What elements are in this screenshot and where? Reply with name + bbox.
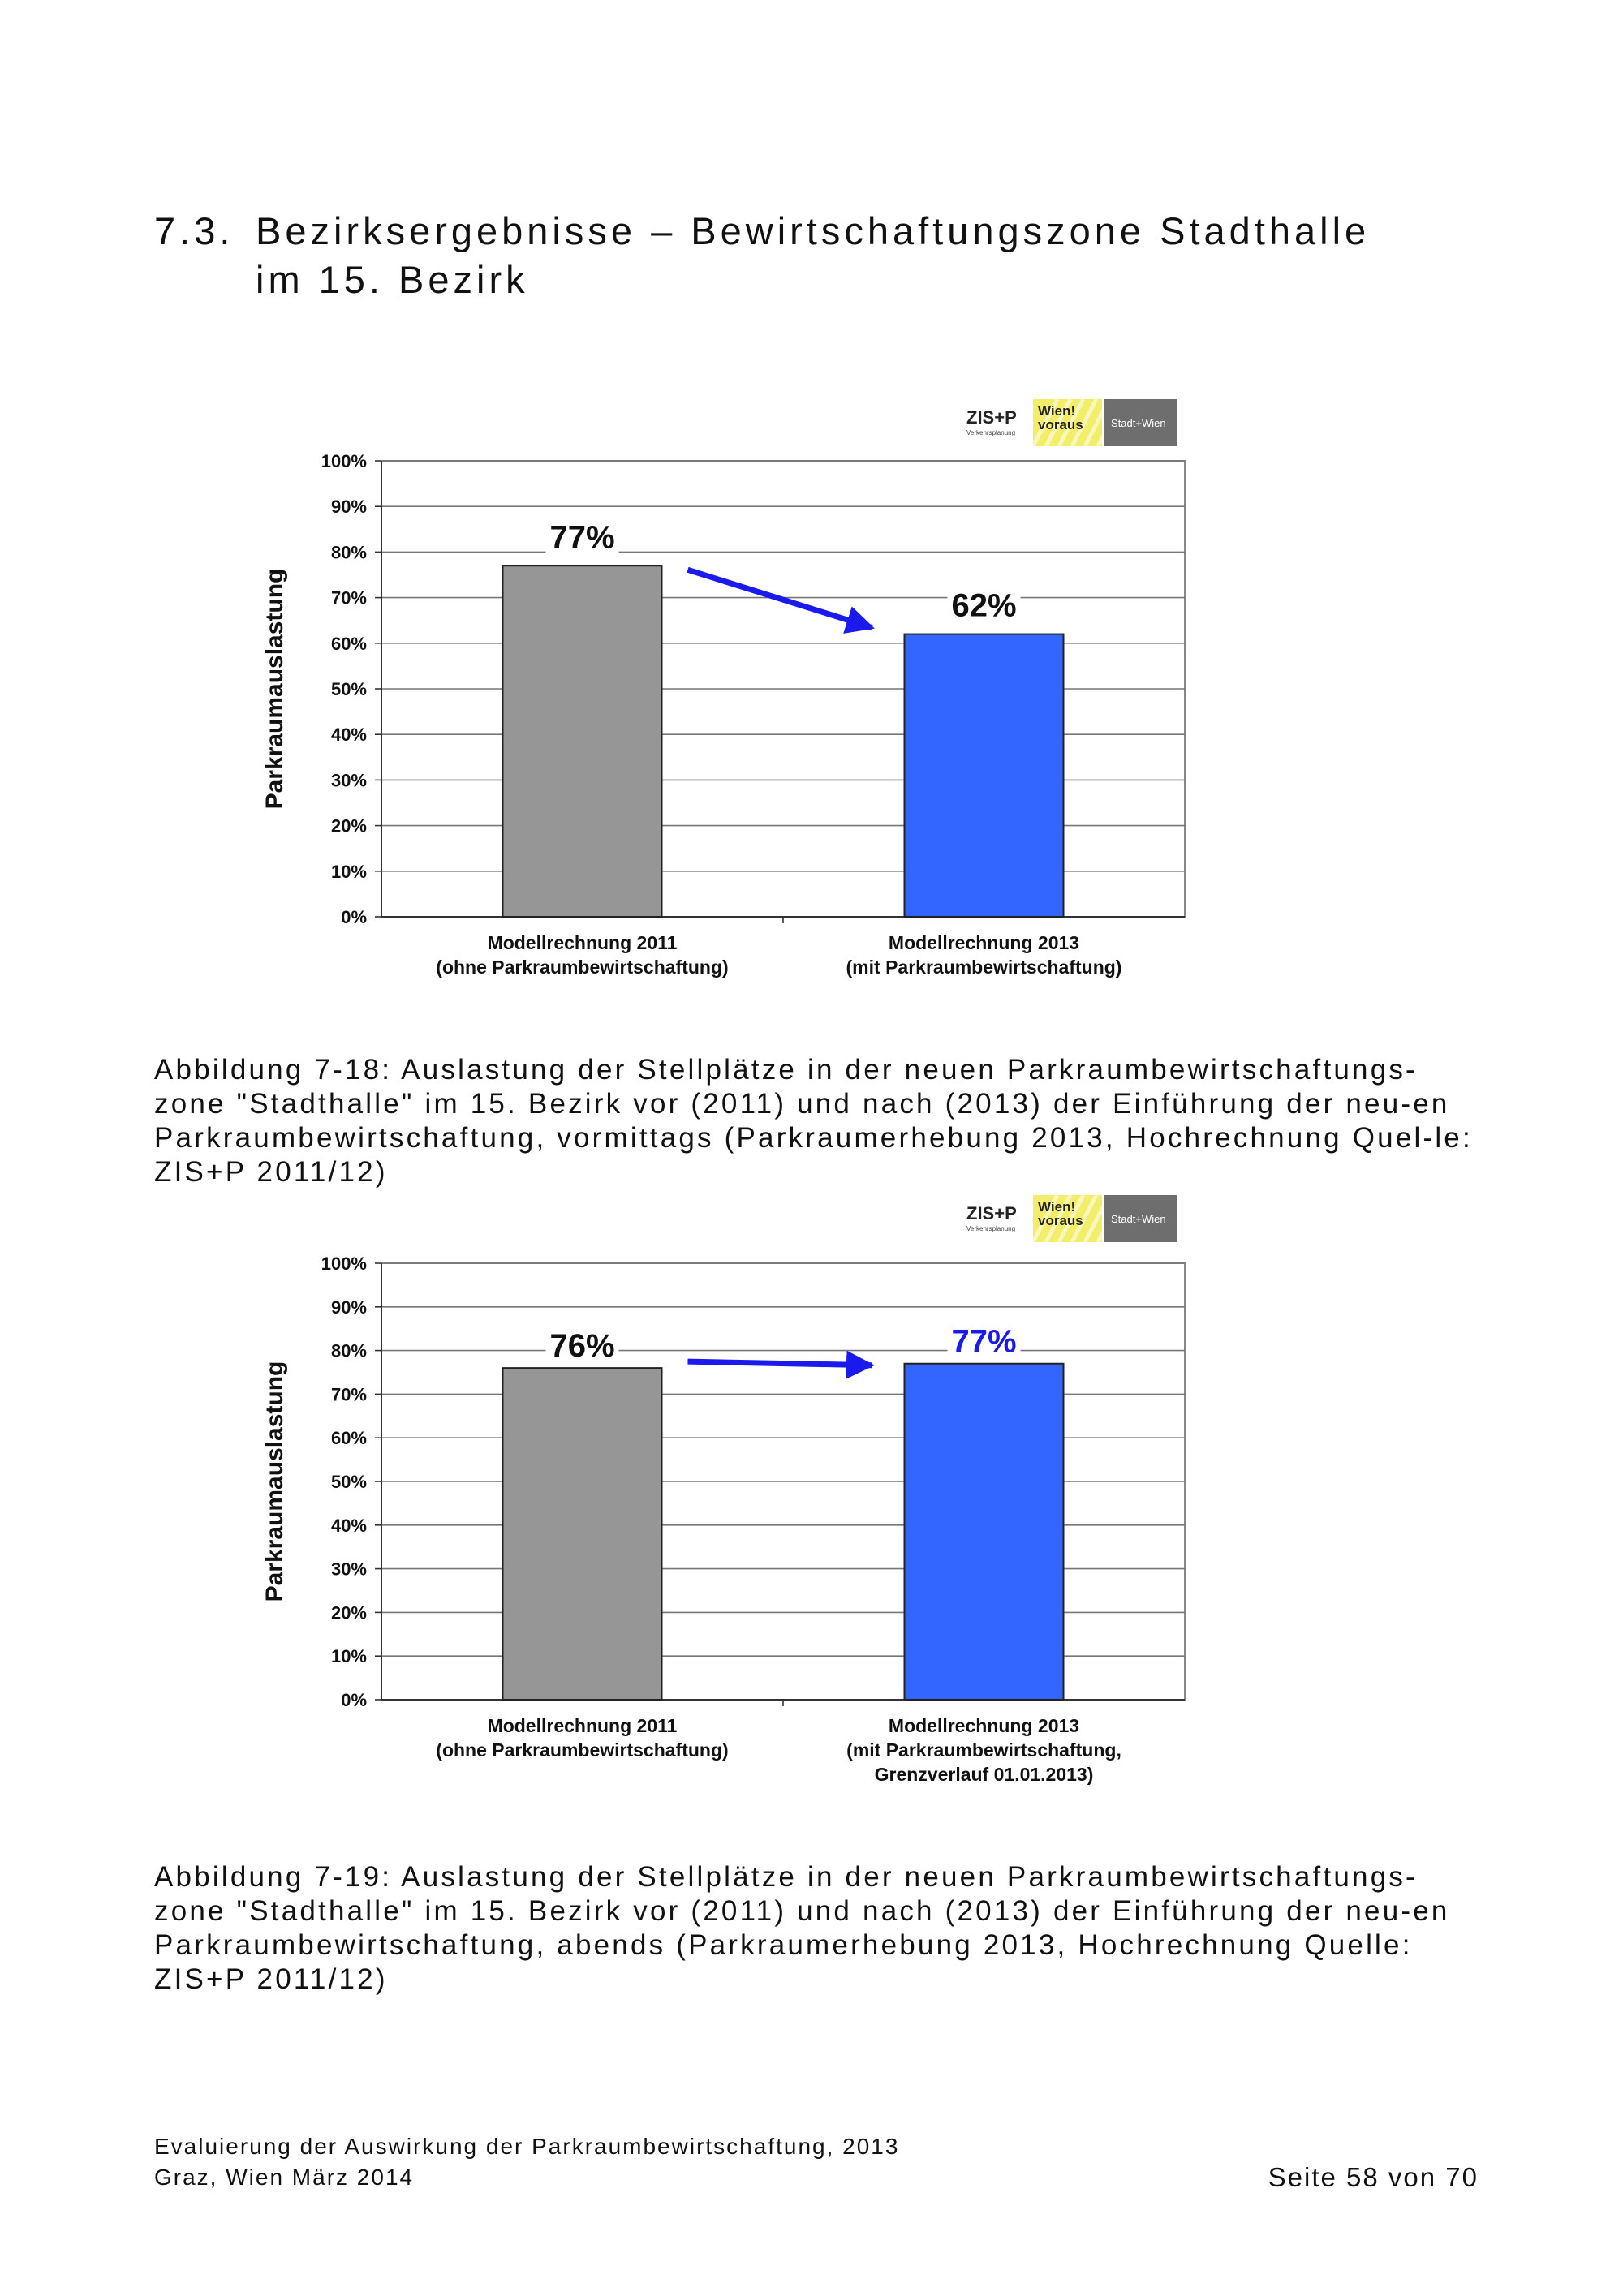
x-category-label: Modellrechnung 2011 bbox=[487, 932, 678, 953]
x-category-label: Grenzverlauf 01.01.2013) bbox=[874, 1764, 1094, 1785]
bar bbox=[905, 1364, 1064, 1700]
x-category-label: Modellrechnung 2013 bbox=[888, 932, 1080, 953]
y-tick-label: 30% bbox=[330, 770, 367, 791]
data-label: 62% bbox=[951, 587, 1017, 624]
figure-caption-7-19: Abbildung 7-19: Auslastung der Stellplätze in der neuen Parkraumbewirtschaftungs-zone "Stadthalle" im 15. Bezirk vor (2011) und nach (2013) der Einführung der neu-en Parkraumbewirtschaftung, abends (Parkraumerhebung 2013, Hochrechnung Quelle: ZIS+P 2011/12) bbox=[154, 1861, 1450, 1995]
logo-wien-text: Wien! bbox=[1038, 1199, 1076, 1215]
figure-caption-7-18: Abbildung 7-18: Auslastung der Stellplätze in der neuen Parkraumbewirtschaftungs-zone "Stadthalle" im 15. Bezirk vor (2011) und nach (2013) der Einführung der neu-en Parkraumbewirtschaftung, vormittags (Parkraumerhebung 2013, Hochrechnung Quel-le: ZIS+P 2011/12) bbox=[154, 1054, 1473, 1188]
logo-voraus-text: voraus bbox=[1038, 417, 1083, 432]
footer-place-date: Graz, Wien März 2014 bbox=[154, 2165, 415, 2190]
data-label: 77% bbox=[549, 519, 615, 556]
chart-vormittags bbox=[227, 389, 1217, 1006]
logo-voraus-text: voraus bbox=[1038, 1213, 1083, 1228]
y-tick-label: 100% bbox=[321, 1253, 367, 1274]
y-tick-label: 80% bbox=[330, 542, 367, 563]
logo-zis-sub: Verkehrsplanung bbox=[966, 1225, 1016, 1232]
logo-group bbox=[962, 399, 1177, 446]
y-tick-label: 70% bbox=[330, 587, 367, 608]
logo-stadt-text: Stadt+Wien bbox=[1111, 417, 1166, 429]
bar bbox=[905, 634, 1064, 917]
y-tick-label: 50% bbox=[330, 679, 367, 699]
logo-group bbox=[962, 1195, 1177, 1242]
chart-abends bbox=[227, 1189, 1217, 1805]
section-number: 7.3. bbox=[154, 209, 235, 252]
y-tick-label: 40% bbox=[330, 1515, 367, 1536]
y-tick-label: 20% bbox=[330, 815, 367, 836]
section-heading bbox=[154, 207, 1534, 304]
y-tick-label: 70% bbox=[330, 1384, 367, 1405]
data-label: 76% bbox=[549, 1328, 615, 1365]
y-tick-label: 0% bbox=[341, 1690, 367, 1710]
y-tick-label: 10% bbox=[330, 861, 367, 882]
logo-stadt-text: Stadt+Wien bbox=[1111, 1213, 1166, 1225]
bar bbox=[503, 565, 662, 917]
x-category-label: (ohne Parkraumbewirtschaftung) bbox=[436, 1739, 729, 1761]
y-tick-label: 90% bbox=[330, 497, 367, 518]
trend-arrow bbox=[688, 1361, 872, 1365]
x-category-label: (mit Parkraumbewirtschaftung) bbox=[846, 957, 1122, 978]
logo-zis-sub: Verkehrsplanung bbox=[966, 429, 1016, 436]
y-tick-label: 30% bbox=[330, 1559, 367, 1580]
y-tick-label: 80% bbox=[330, 1340, 367, 1361]
footer-title: Evaluierung der Auswirkung der Parkraumbewirtschaftung, 2013 bbox=[154, 2134, 900, 2159]
section-title-line2: im 15. Bezirk bbox=[256, 258, 529, 301]
y-tick-label: 90% bbox=[330, 1296, 367, 1318]
x-category-label: Modellrechnung 2013 bbox=[888, 1715, 1080, 1736]
data-label: 77% bbox=[951, 1323, 1017, 1360]
y-axis-title: Parkraumauslastung bbox=[261, 568, 288, 810]
page-number: Seite 58 von 70 bbox=[1268, 2162, 1479, 2192]
bar-chart-svg bbox=[227, 1189, 1217, 1805]
bar-chart-svg bbox=[227, 389, 1217, 1006]
y-tick-label: 10% bbox=[330, 1646, 367, 1667]
y-tick-label: 60% bbox=[330, 1428, 367, 1449]
logo-wien-text: Wien! bbox=[1038, 403, 1076, 419]
y-tick-label: 100% bbox=[321, 451, 367, 471]
logo-zis-text: ZIS+P bbox=[966, 407, 1017, 428]
logo-zis-text: ZIS+P bbox=[966, 1203, 1017, 1223]
x-category-label: (mit Parkraumbewirtschaftung, bbox=[846, 1739, 1121, 1761]
x-category-label: (ohne Parkraumbewirtschaftung) bbox=[436, 957, 729, 978]
y-tick-label: 20% bbox=[330, 1602, 367, 1623]
y-tick-label: 50% bbox=[330, 1472, 367, 1492]
y-tick-label: 0% bbox=[341, 907, 367, 927]
bar bbox=[503, 1368, 662, 1700]
y-tick-label: 40% bbox=[330, 724, 367, 746]
y-axis-title: Parkraumauslastung bbox=[261, 1361, 288, 1602]
y-tick-label: 60% bbox=[330, 633, 367, 654]
section-title-line1: Bezirksergebnisse – Bewirtschaftungszone Stadthalle bbox=[256, 209, 1371, 252]
x-category-label: Modellrechnung 2011 bbox=[487, 1715, 678, 1736]
